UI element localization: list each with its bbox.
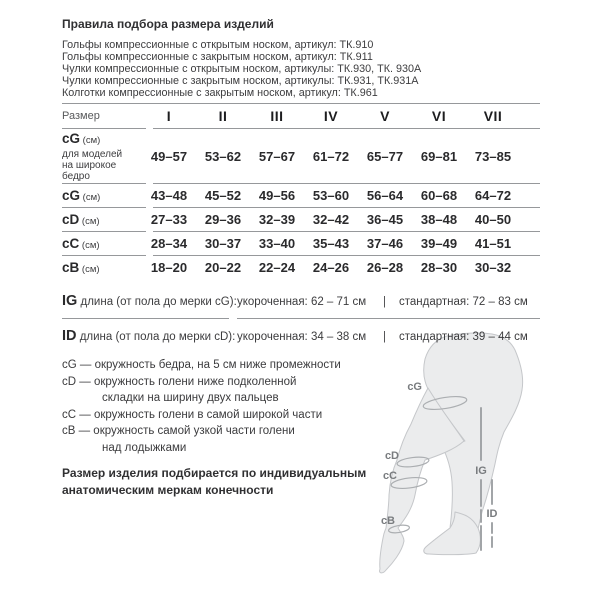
size-range-value: 28–30 <box>420 260 458 275</box>
row-divider <box>62 183 540 184</box>
size-range-value: 20–22 <box>204 260 242 275</box>
size-range-value: 18–20 <box>150 260 188 275</box>
length-label: IG длина (от пола до мерки cG): <box>62 293 237 309</box>
row-divider <box>62 207 540 208</box>
length-code: IG <box>62 293 78 309</box>
size-table <box>62 104 540 279</box>
size-range-value: 60–68 <box>420 188 458 203</box>
size-range-value: 24–26 <box>312 260 350 275</box>
size-range-value: 32–42 <box>312 212 350 227</box>
size-range-value: 65–77 <box>366 148 404 164</box>
measure-unit: (см) <box>80 135 101 146</box>
size-range-value: 22–24 <box>258 260 296 275</box>
note-line: над лодыжками <box>102 441 187 454</box>
selection-rule-note: Размер изделия подбирается по индивидуальным анатомическим меркам конечности <box>62 466 367 497</box>
measure-unit: (см) <box>79 263 100 275</box>
measure-unit: (см) <box>79 215 100 227</box>
size-header-2: II <box>218 108 228 124</box>
length-separator: | <box>383 296 386 308</box>
size-range-value: 30–37 <box>204 236 242 251</box>
size-range-value: 40–50 <box>474 212 512 227</box>
cC-label: cC <box>382 470 397 482</box>
size-row-cG <box>62 184 540 207</box>
size-range-value: 53–60 <box>312 188 350 203</box>
length-divider <box>62 318 540 319</box>
product-line: Гольфы компрессионные с закрытым носком, артикул: ТК.911 <box>62 51 373 63</box>
size-range-value: 69–81 <box>420 148 458 164</box>
length-standard-value: стандартная: 72 – 83 см <box>399 296 528 308</box>
size-range-value: 61–72 <box>312 148 350 164</box>
product-line: Гольфы компрессионные с открытым носком, артикул: ТК.910 <box>62 39 374 51</box>
row-divider <box>62 231 540 232</box>
size-header-3: III <box>270 108 284 124</box>
cG-label: cG <box>407 381 422 393</box>
table-header-row <box>62 104 540 128</box>
product-list <box>62 39 540 99</box>
measure-code: cC <box>62 235 80 251</box>
size-range-value: 53–62 <box>204 148 242 164</box>
product-line: Чулки компрессионные с закрытым носком, артикулы: ТК.931, ТК.931А <box>62 75 419 87</box>
measure-unit: (см) <box>80 191 101 203</box>
size-row-cG-wide <box>62 129 540 183</box>
cD-label: cD <box>384 450 399 462</box>
size-range-value: 43–48 <box>150 188 188 203</box>
row-divider <box>62 255 540 256</box>
size-header-1: I <box>166 108 172 124</box>
size-range-value: 32–39 <box>258 212 296 227</box>
size-range-value: 35–43 <box>312 236 350 251</box>
size-range-value: 39–49 <box>420 236 458 251</box>
note-line: cG — окружность бедра, на 5 см ниже промежности <box>62 359 341 371</box>
size-range-value: 30–32 <box>474 260 512 275</box>
size-range-value: 28–34 <box>150 236 188 251</box>
size-range-value: 27–33 <box>150 212 188 227</box>
measure-code: cG <box>62 187 81 203</box>
measure-code: cB <box>62 259 80 275</box>
size-header-6: VI <box>431 108 447 124</box>
row-divider <box>62 128 540 129</box>
size-range-value: 49–57 <box>150 148 188 164</box>
size-header-5: V <box>380 108 390 124</box>
length-short-value: укороченная: 34 – 38 см <box>237 331 367 343</box>
length-short-value: укороченная: 62 – 71 см <box>237 296 367 308</box>
size-table-body <box>62 128 540 279</box>
size-row-cB <box>62 256 540 279</box>
measurement-notes <box>62 357 407 456</box>
note-line: cD — окружность голени ниже подколенной <box>62 375 297 388</box>
measure-code: cG <box>62 131 81 146</box>
size-range-value: 37–46 <box>366 236 404 251</box>
length-standard-value: стандартная: 39 – 44 см <box>399 331 528 343</box>
note-line: складки на ширину двух пальцев <box>102 392 279 404</box>
cB-label: cB <box>380 515 395 527</box>
size-range-value: 45–52 <box>204 188 242 203</box>
row-label <box>62 211 142 229</box>
note-line: cC — окружность голени в самой широкой части <box>62 408 323 421</box>
product-line: Чулки компрессионные с открытым носком, артикулы: ТК.930, ТК. 930А <box>62 63 422 75</box>
size-row-cD <box>62 208 540 231</box>
size-range-value: 38–48 <box>420 212 458 227</box>
ID-label: ID <box>486 508 498 520</box>
product-line: Колготки компрессионные с закрытым носком, артикул: ТК.961 <box>62 87 378 99</box>
length-code: ID <box>62 328 77 344</box>
length-label: ID длина (от пола до мерки cD): <box>62 328 236 344</box>
size-column-label: Размер <box>62 110 100 122</box>
row-label <box>62 235 142 253</box>
measure-code: cD <box>62 211 80 227</box>
size-range-value: 41–51 <box>474 236 512 251</box>
note-line: cB — окружность самой узкой части голени <box>62 425 295 437</box>
row-label <box>62 130 142 182</box>
page-title: Правила подбора размера изделий <box>62 17 274 31</box>
size-range-value: 56–64 <box>366 188 404 203</box>
size-range-value: 29–36 <box>204 212 242 227</box>
size-row-cC <box>62 232 540 255</box>
size-range-value: 49–56 <box>258 188 296 203</box>
size-range-value: 73–85 <box>474 148 512 164</box>
size-range-value: 57–67 <box>258 148 296 164</box>
row-label <box>62 187 142 205</box>
size-range-value: 36–45 <box>366 212 404 227</box>
IG-label: IG <box>475 465 487 477</box>
size-guide-page <box>62 17 540 499</box>
measure-unit: (см) <box>79 239 100 251</box>
size-header-4: IV <box>323 108 339 124</box>
size-range-value: 26–28 <box>366 260 404 275</box>
size-range-value: 33–40 <box>258 236 296 251</box>
length-row-ID <box>62 327 540 345</box>
row-label-note: для моделей на широкое бедро <box>62 149 123 182</box>
size-range-value: 64–72 <box>474 188 512 203</box>
row-label <box>62 259 142 277</box>
length-separator: | <box>383 331 386 343</box>
length-row-IG <box>62 292 540 310</box>
size-header-7: VII <box>483 108 503 124</box>
